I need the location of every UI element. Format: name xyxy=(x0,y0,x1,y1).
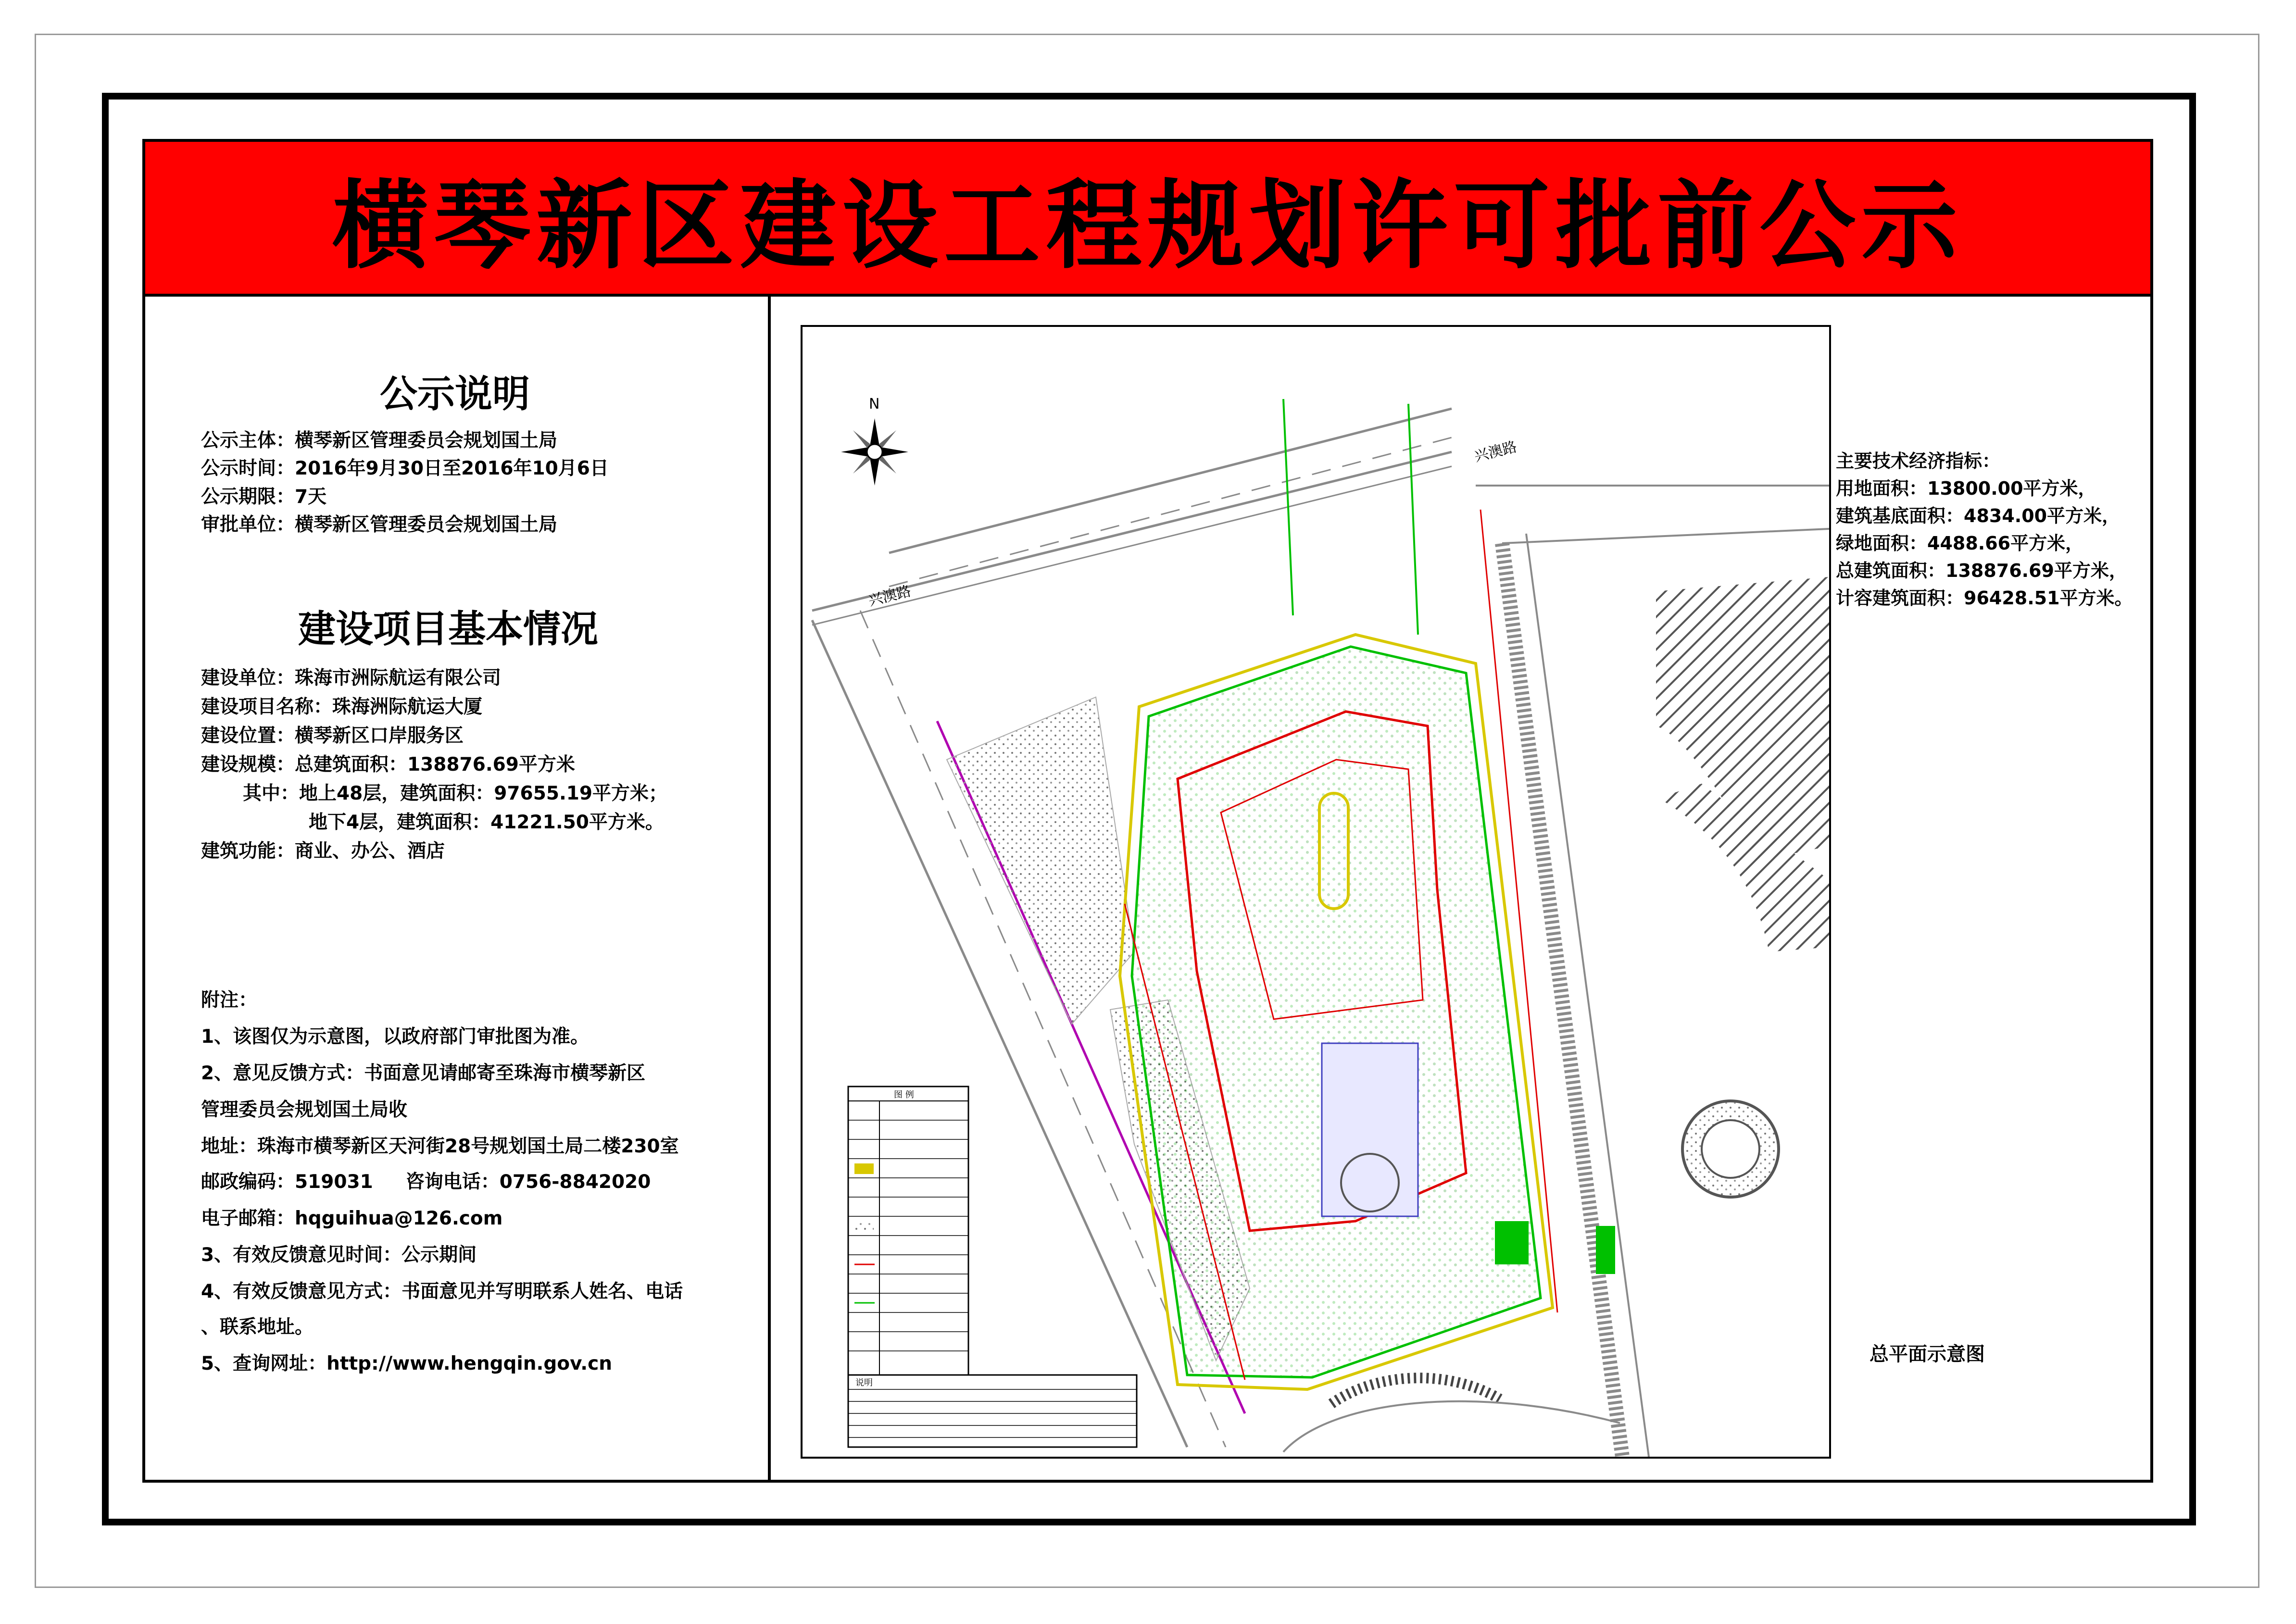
appendix-line: 电子邮箱：hqguihua@126.com xyxy=(201,1208,503,1229)
project-line: 地下4层，建筑面积：41221.50平方米。 xyxy=(309,812,664,833)
appendix-line: 3、有效反馈意见时间：公示期间 xyxy=(201,1244,477,1266)
north-arrow-icon xyxy=(841,418,908,486)
notes-table xyxy=(848,1375,1137,1447)
south-road xyxy=(1283,1401,1620,1452)
appendix-line: 4、有效反馈意见方式：书面意见并写明联系人姓名、电话 xyxy=(201,1281,683,1302)
appendix-line: 5、查询网址：http://www.hengqin.gov.cn xyxy=(201,1353,613,1374)
title-banner xyxy=(145,142,2150,297)
site-plan-svg xyxy=(803,327,1829,1457)
site-green-line xyxy=(1132,647,1541,1377)
east-roundabout xyxy=(1702,1120,1759,1178)
notice-line: 公示主体：横琴新区管理委员会规划国土局 xyxy=(201,430,558,451)
appendix-heading: 附注： xyxy=(201,989,258,1011)
appendix-line: 邮政编码：519031 咨询电话：0756-8842020 xyxy=(201,1171,651,1193)
notice-heading: 公示说明 xyxy=(380,373,530,416)
page-title: 横琴新区建设工程规划许可批前公示 xyxy=(332,170,1963,282)
project-line: 其中：地上48层，建筑面积：97655.19平方米； xyxy=(243,783,668,804)
south-arc xyxy=(1331,1378,1500,1404)
project-line: 建筑功能：商业、办公、酒店 xyxy=(201,840,445,862)
notice-panel xyxy=(145,297,768,1483)
project-line: 建设规模：总建筑面积：138876.69平方米 xyxy=(201,754,575,775)
column-divider xyxy=(768,297,771,1483)
notice-line: 审批单位：横琴新区管理委员会规划国土局 xyxy=(201,514,558,536)
appendix-line: 1、该图仅为示意图，以政府部门审批图为准。 xyxy=(201,1026,590,1048)
road-label: 兴澳路 xyxy=(866,583,913,610)
notice-line: 公示时间：2016年9月30日至2016年10月6日 xyxy=(201,458,609,479)
legend-table xyxy=(848,1087,968,1375)
green-marker xyxy=(1495,1221,1529,1264)
appendix-line: 地址：珠海市横琴新区天河街28号规划国土局二楼230室 xyxy=(201,1136,679,1157)
appendix-line: 2、意见反馈方式：书面意见请邮寄至珠海市横琴新区 xyxy=(201,1062,646,1084)
north-label: N xyxy=(869,396,880,412)
appendix-line: 管理委员会规划国土局收 xyxy=(201,1099,408,1121)
indicator-line: 绿地面积：4488.66平方米， xyxy=(1836,533,2084,554)
west-hatched-area xyxy=(947,697,1134,1024)
project-heading: 建设项目基本情况 xyxy=(298,608,599,651)
green-axis xyxy=(1408,404,1418,635)
notice-line: 公示期限：7天 xyxy=(201,486,327,508)
plaza xyxy=(1322,1043,1418,1216)
notes-title: 说明 xyxy=(855,1378,873,1388)
indicators-heading: 主要技术经济指标： xyxy=(1836,450,2001,472)
indicator-line: 用地面积：13800.00平方米， xyxy=(1836,478,2096,499)
technical-indicators xyxy=(1836,448,2144,612)
appendix-line: 、联系地址。 xyxy=(201,1316,314,1338)
legend-title: 图 例 xyxy=(894,1090,914,1100)
indicator-line: 计容建筑面积：96428.51平方米。 xyxy=(1836,587,2133,609)
green-marker xyxy=(1596,1226,1615,1274)
project-line: 建设项目名称：珠海洲际航运大厦 xyxy=(201,696,483,718)
indicator-line: 建筑基底面积：4834.00平方米， xyxy=(1836,505,2120,526)
site-plan-drawing xyxy=(801,325,1831,1459)
plan-caption: 总平面示意图 xyxy=(1869,1343,1985,1365)
road-label: 兴澳路 xyxy=(1472,438,1519,465)
project-line: 建设单位：珠海市洲际航运有限公司 xyxy=(201,667,502,689)
project-line: 建设位置：横琴新区口岸服务区 xyxy=(201,725,464,747)
indicator-line: 总建筑面积：138876.69平方米， xyxy=(1836,560,2127,581)
